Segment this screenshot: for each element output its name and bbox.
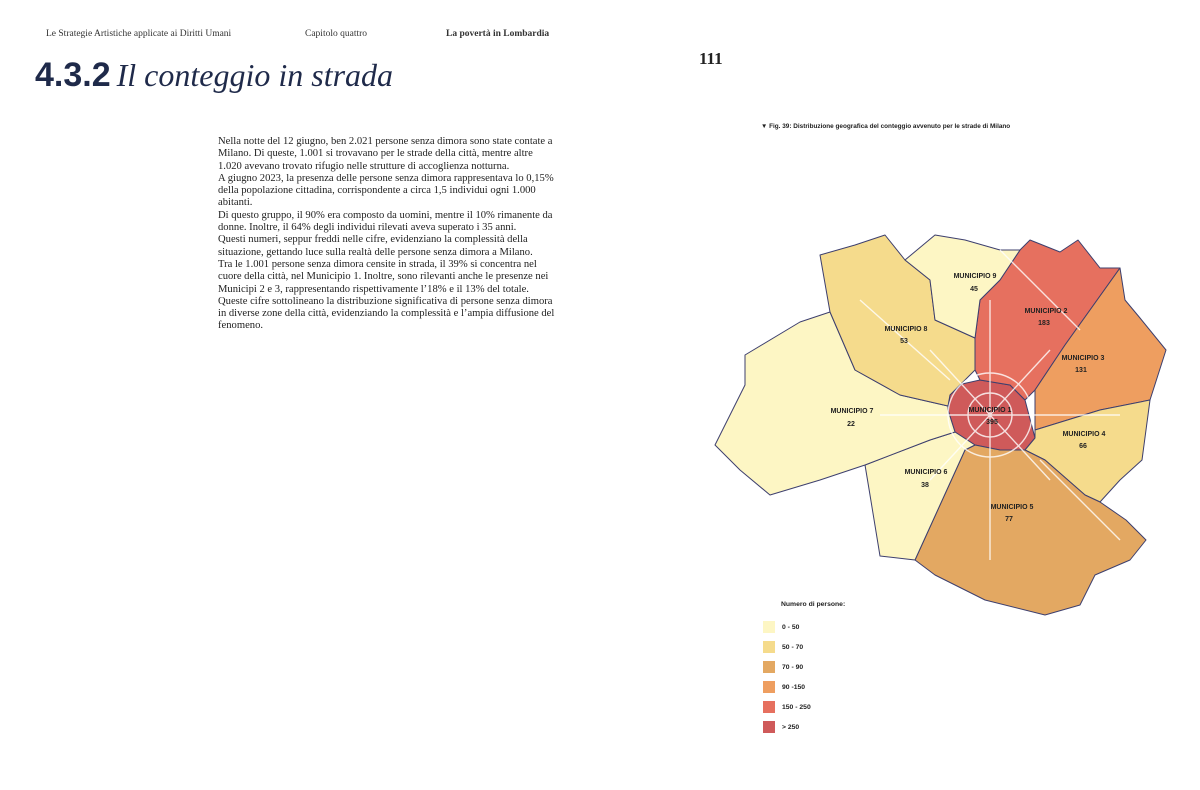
legend-title: Numero di persone:	[781, 601, 846, 608]
legend-swatch	[763, 681, 775, 693]
section-heading: Il conteggio in strada	[116, 57, 394, 93]
figure-caption: ▼ Fig. 39: Distribuzione geografica del conteggio avvenuto per le strade di Milano	[761, 123, 1011, 130]
legend-label: 70 - 90	[782, 663, 804, 671]
running-header-section: La povertà in Lombardia	[446, 29, 550, 39]
municipio-label: MUNICIPIO 5	[990, 504, 1034, 511]
legend-swatch	[763, 641, 775, 653]
municipio-label: MUNICIPIO 6	[904, 469, 948, 476]
municipio-value: 395	[986, 419, 998, 426]
paragraph: A giugno 2023, la presenza delle persone senza dimora rappresentava lo 0,15% della popolazione cittadina, corrispondente a circa 1,5 individui ogni 1.000 abitanti.	[218, 172, 554, 209]
municipio-label: MUNICIPIO 3	[1061, 355, 1105, 362]
legend-item	[763, 617, 845, 637]
paragraph: Questi numeri, seppur freddi nelle cifre, evidenziano la complessità della situazione, gettando luce sulla realtà delle persone senza dimora a Milano.	[218, 234, 533, 258]
municipio-value: 183	[1038, 320, 1050, 327]
legend-swatch	[763, 701, 775, 713]
legend-label: > 250	[782, 723, 800, 731]
municipio-label: MUNICIPIO 1	[968, 407, 1012, 414]
paragraph: Tra le 1.001 persone senza dimora censite in strada, il 39% si concentra nel cuore della città, nel Municipio 1. Inoltre, sono rilevanti anche le presenze nei Municipi 2 e 3, rappresentando rispettivamente l’18% e il 13% del totale. Queste cifre sottolineano la distribuzione significativa di persone senza dimora in diverse zone della città, evidenziando la complessità e l’ampia diffusione del fenomeno.	[218, 258, 555, 332]
legend-swatch	[763, 621, 775, 633]
municipio-value: 131	[1075, 367, 1087, 374]
running-header-chapter: Capitolo quattro	[305, 29, 368, 39]
legend-item	[763, 637, 845, 657]
legend-swatch	[763, 721, 775, 733]
legend-item	[763, 717, 845, 737]
legend-label: 0 - 50	[782, 623, 800, 631]
municipio-value: 22	[847, 421, 855, 428]
legend-swatch	[763, 661, 775, 673]
legend-item	[763, 657, 845, 677]
municipio-value: 77	[1005, 516, 1013, 523]
municipio-label: MUNICIPIO 7	[830, 408, 874, 415]
municipio-value: 53	[900, 338, 908, 345]
municipio-label: MUNICIPIO 9	[953, 273, 997, 280]
municipio-value: 38	[921, 482, 929, 489]
municipio-value: 66	[1079, 443, 1087, 450]
municipio-value: 45	[970, 286, 978, 293]
legend-label: 50 - 70	[782, 643, 804, 651]
map-legend	[763, 601, 845, 737]
running-header-book: Le Strategie Artistiche applicate ai Diritti Umani	[46, 29, 232, 39]
municipio-label: MUNICIPIO 4	[1062, 431, 1106, 438]
legend-item	[763, 677, 845, 697]
legend-label: 150 - 250	[782, 703, 811, 711]
municipio-label: MUNICIPIO 2	[1024, 308, 1068, 315]
page-number: 111	[699, 49, 723, 68]
legend-label: 90 -150	[782, 683, 806, 691]
paragraph: Di questo gruppo, il 90% era composto da uomini, mentre il 10% rimanente da donne. Inoltre, il 64% degli individui rilevati aveva superato i 35 anni.	[218, 209, 553, 234]
municipio-label: MUNICIPIO 8	[884, 326, 928, 333]
section-number: 4.3.2	[35, 56, 111, 94]
legend-item	[763, 697, 845, 717]
paragraph: Nella notte del 12 giugno, ben 2.021 persone senza dimora sono state contate a Milano. Di queste, 1.001 si trovavano per le strade della città, mentre altre 1.020 avevano trovato rifugio nelle strutture di accoglienza notturna.	[218, 136, 553, 172]
